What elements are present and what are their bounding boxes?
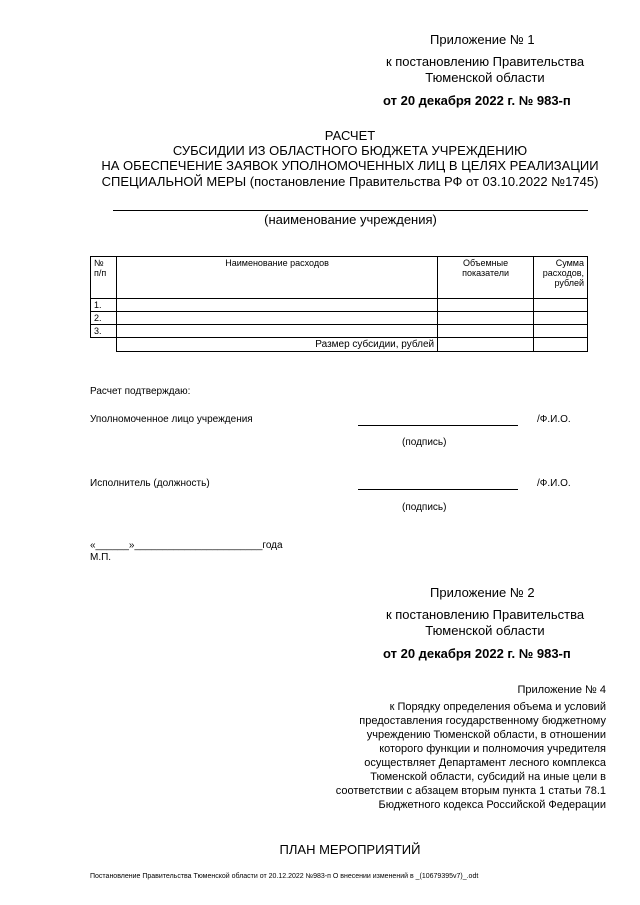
appendix2-line2: Тюменской области — [425, 623, 545, 638]
appendix1-title: Приложение № 1 — [430, 32, 535, 47]
appendix2-date: от 20 декабря 2022 г. № 983-п — [383, 646, 571, 661]
appendix1-line2: Тюменской области — [425, 70, 545, 85]
table-row — [91, 299, 588, 312]
appendix4-title: Приложение № 4 — [517, 684, 606, 696]
heading-line4-decree: (постановление Правительства РФ от 03.10.2022 №1745) — [249, 174, 599, 189]
row-number: 3. — [91, 325, 117, 338]
executor-signature-caption: (подпись) — [402, 502, 447, 513]
header-volume: Объемные показатели — [438, 257, 534, 299]
row-expense-cell[interactable] — [116, 299, 437, 312]
appendix4-line: которого функции и полномочия учредителя — [379, 743, 606, 755]
executor-fio-label: /Ф.И.О. — [537, 478, 571, 489]
header-amount: Сумма расходов, рублей — [534, 257, 588, 299]
heading-line1: РАСЧЕТ — [324, 128, 376, 143]
heading-line4-caps: СПЕЦИАЛЬНОЙ МЕРЫ — [101, 174, 247, 189]
table-header-row — [91, 257, 588, 299]
appendix4-line: Бюджетного кодекса Российской Федерации — [378, 799, 606, 811]
total-volume-cell — [438, 338, 534, 352]
row-volume-cell[interactable] — [438, 325, 534, 338]
plan-title: ПЛАН МЕРОПРИЯТИЙ — [279, 842, 421, 857]
row-amount-cell[interactable] — [534, 312, 588, 325]
executor-label: Исполнитель (должность) — [90, 478, 210, 489]
heading-line3: НА ОБЕСПЕЧЕНИЕ ЗАЯВОК УПОЛНОМОЧЕННЫХ ЛИЦ В ЦЕЛЯХ РЕАЛИЗАЦИИ — [101, 158, 599, 173]
date-line: «______»_______________________года — [90, 540, 283, 551]
stamp-place-label: М.П. — [90, 552, 112, 563]
row-volume-cell[interactable] — [438, 299, 534, 312]
table-total-row — [91, 338, 588, 352]
heading-line2: СУБСИДИИ ИЗ ОБЛАСТНОГО БЮДЖЕТА УЧРЕЖДЕНИЮ — [172, 143, 528, 158]
appendix4-line: к Порядку определения объема и условий — [389, 701, 606, 713]
authorized-signature-caption: (подпись) — [402, 437, 447, 448]
row-number: 1. — [91, 299, 117, 312]
authorized-fio-label: /Ф.И.О. — [537, 414, 571, 425]
appendix4-line: предоставления государственному бюджетному — [359, 715, 606, 727]
row-number: 2. — [91, 312, 117, 325]
institution-name-line — [113, 210, 588, 211]
header-number: № п/п — [91, 257, 117, 299]
appendix2-title: Приложение № 2 — [430, 585, 535, 600]
row-expense-cell[interactable] — [116, 325, 437, 338]
total-empty-cell — [91, 338, 117, 352]
row-expense-cell[interactable] — [116, 312, 437, 325]
authorized-person-label: Уполномоченное лицо учреждения — [90, 414, 253, 425]
row-volume-cell[interactable] — [438, 312, 534, 325]
heading-line4 — [0, 174, 640, 189]
appendix4-line: учреждению Тюменской области, в отношении — [366, 729, 606, 741]
appendix4-line: осуществляет Департамент лесного комплекса — [364, 757, 606, 769]
appendix4-line: соответствии с абзацем вторым пункта 1 статьи 78.1 — [335, 785, 606, 797]
row-amount-cell[interactable] — [534, 325, 588, 338]
confirm-label: Расчет подтверждаю: — [90, 386, 191, 397]
appendix2-line1: к постановлению Правительства — [385, 607, 585, 622]
row-amount-cell[interactable] — [534, 299, 588, 312]
authorized-signature-line[interactable] — [358, 425, 518, 426]
executor-signature-line[interactable] — [358, 489, 518, 490]
total-label: Размер субсидии, рублей — [116, 338, 437, 352]
institution-caption: (наименование учреждения) — [264, 212, 437, 227]
appendix1-date: от 20 декабря 2022 г. № 983-п — [383, 93, 571, 108]
calculation-table — [90, 256, 588, 352]
appendix1-line1: к постановлению Правительства — [385, 54, 585, 69]
table-row — [91, 312, 588, 325]
total-amount-cell[interactable] — [534, 338, 588, 352]
appendix4-text — [300, 700, 606, 812]
table-row — [91, 325, 588, 338]
appendix4-line: Тюменской области, субсидий на иные цели в — [370, 771, 606, 783]
header-expense-name: Наименование расходов — [116, 257, 437, 299]
footer-filename: Постановление Правительства Тюменской области от 20.12.2022 №983-п О внесении изменений в _(10679395v7)_.odt — [90, 873, 479, 880]
